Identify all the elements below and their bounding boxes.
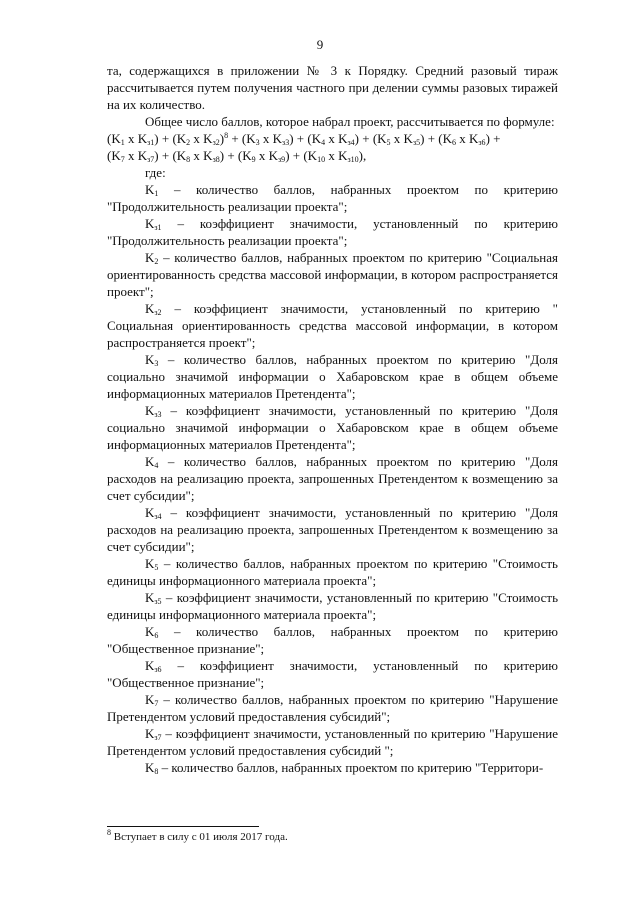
definition-paragraph: $K_{з7}$ – коэффициент значимости, установленный по критерию "Нарушение Претендентом условий предоставления субсидий "; [107,726,558,758]
definition-paragraph: $K_2$ – количество баллов, набранных проектом по критерию "Социальная ориентированность средства массовой информации, в котором распространяется проект"; [107,250,558,299]
definition-paragraph: $K_{з5}$ – коэффициент значимости, установленный по критерию "Стоимость единицы информационного материала проекта"; [107,590,558,622]
definition-paragraph: $K_{з6}$ – коэффициент значимости, установленный по критерию "Общественное признание"; [107,658,558,690]
footnote: $^8$ Вступает в силу с 01 июля 2017 года. [107,828,288,843]
footnote-separator [107,826,259,827]
definition-paragraph: $K_6$ – количество баллов, набранных проектом по критерию "Общественное признание"; [107,624,558,656]
intro-paragraph: та, содержащихся в приложении № 3 к Порядку. Средний разовый тираж рассчитывается путем получения частного при делении суммы разовых тиражей на их количество. [107,63,558,112]
definition-paragraph: $K_{з1}$ – коэффициент значимости, установленный по критерию "Продолжительность реализации проекта"; [107,216,558,248]
definition-paragraph: $K_5$ – количество баллов, набранных проектом по критерию "Стоимость единицы информационного материала проекта"; [107,556,558,588]
definition-paragraph: $K_1$ – количество баллов, набранных проектом по критерию "Продолжительность реализации проекта"; [107,182,558,214]
footnote-ref[interactable]: 8 [224,131,229,140]
document-body [107,62,558,776]
definition-paragraph: $K_8$ – количество баллов, набранных проектом по критерию "Территори- [145,760,544,776]
definition-paragraph: $K_{з4}$ – коэффициент значимости, установленный по критерию "Доля расходов на реализацию проекта, запрошенных Претендентом к возмещению за счет субсидии"; [107,505,558,554]
definition-paragraph: $K_4$ – количество баллов, набранных проектом по критерию "Доля расходов на реализацию проекта, запрошенных Претендентом к возмещению за счет субсидии"; [107,454,558,503]
page-number: 9 [316,37,324,52]
where-label: где: [145,165,166,180]
definition-paragraph: $K_{з3}$ – коэффициент значимости, установленный по критерию "Доля социально значимой информации о Хабаровском крае в общем объеме информационных материалов Претендента"; [107,403,558,452]
formula-line-2: ($K_7$ x $K_{з7}) + (K_8$ x $K_{з8}) + (K_9$ x $K_{з9}) + (K_{10}$ x $K_{з10}$), [107,148,367,164]
formula-line-1: ($K_1$ x $K_{з1}) + (K_2$ x $K_{з2})^8 + (K_3$ x $K_{з3}) + (K_4$ x $K_{з4}) + (K_5$ x $K_{з5}) + (K_6$ x $K_{з6}$) + [107,131,501,147]
definition-paragraph: $K_3$ – количество баллов, набранных проектом по критерию "Доля социально значимой информации о Хабаровском крае в общем объеме информационных материалов Претендента"; [107,352,558,401]
definition-paragraph: $K_7$ – количество баллов, набранных проектом по критерию "Нарушение Претендентом условий предоставления субсидий"; [107,692,558,724]
formula-intro: Общее число баллов, которое набрал проект, рассчитывается по формуле: [145,114,555,129]
definition-paragraph: $K_{з2}$ – коэффициент значимости, установленный по критерию " Социальная ориентированность средства массовой информации, в котором распространяется проект"; [107,301,558,350]
definitions-list [107,181,558,776]
